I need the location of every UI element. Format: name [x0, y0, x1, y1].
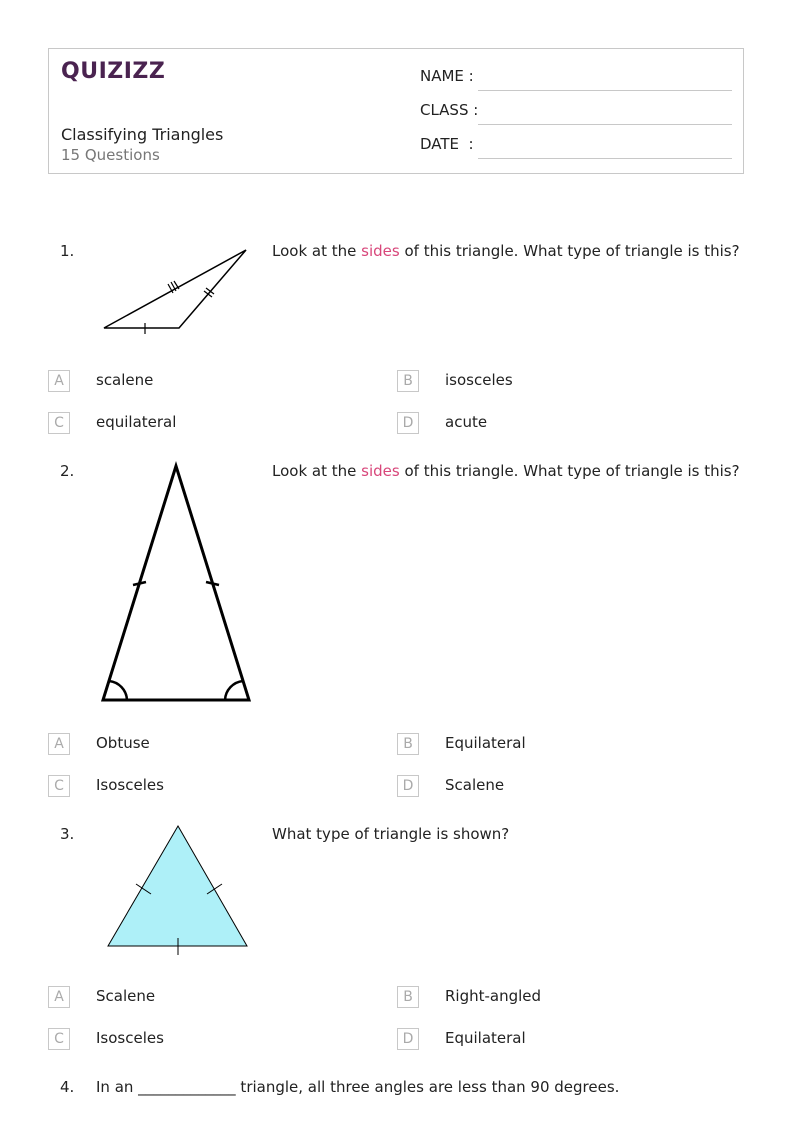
date-field[interactable] [420, 135, 732, 159]
question-3-text: What type of triangle is shown? [272, 825, 510, 843]
q3-option-c-text: Isosceles [96, 1029, 164, 1047]
name-field[interactable] [420, 67, 732, 91]
q2-option-a-box[interactable]: A [48, 733, 70, 755]
question-count: 15 Questions [61, 146, 160, 164]
q2-option-b-box[interactable]: B [397, 733, 419, 755]
date-line [478, 158, 732, 159]
question-1-text: Look at the sides of this triangle. What type of triangle is this? [272, 242, 740, 260]
name-line [478, 90, 732, 91]
question-2-figure [96, 458, 258, 708]
name-label: NAME : [420, 67, 474, 85]
isosceles-triangle-shape [103, 466, 249, 700]
q2-option-c-box[interactable]: C [48, 775, 70, 797]
q3-option-a-text: Scalene [96, 987, 156, 1005]
question-3-figure [104, 822, 252, 958]
equilateral-triangle-shape [108, 826, 247, 946]
question-2-text: Look at the sides of this triangle. What type of triangle is this? [272, 462, 740, 480]
q3-option-d-box[interactable]: D [397, 1028, 419, 1050]
question-2-number: 2. [60, 462, 75, 480]
q2-option-d-text: Scalene [445, 776, 505, 794]
class-label: CLASS : [420, 101, 479, 119]
q1-option-a-text: scalene [96, 371, 154, 389]
q2-option-d-box[interactable]: D [397, 775, 419, 797]
worksheet-title: Classifying Triangles [61, 125, 224, 144]
question-3-number: 3. [60, 825, 75, 843]
q1-option-d-box[interactable]: D [397, 412, 419, 434]
q3-option-a-box[interactable]: A [48, 986, 70, 1008]
highlight-sides: sides [361, 462, 400, 480]
question-4-number: 4. [60, 1078, 75, 1096]
question-1-figure [100, 244, 252, 336]
q2-option-b-text: Equilateral [445, 734, 526, 752]
date-label: DATE : [420, 135, 474, 153]
quizizz-logo: QUIZIZZ [61, 59, 166, 84]
q2-option-c-text: Isosceles [96, 776, 164, 794]
class-field[interactable] [420, 101, 732, 125]
worksheet-header [48, 48, 744, 174]
q3-option-b-box[interactable]: B [397, 986, 419, 1008]
q3-option-d-text: Equilateral [445, 1029, 526, 1047]
highlight-sides: sides [361, 242, 400, 260]
q2-option-a-text: Obtuse [96, 734, 150, 752]
question-4-text: In an _____________ triangle, all three angles are less than 90 degrees. [96, 1078, 620, 1096]
q1-option-c-box[interactable]: C [48, 412, 70, 434]
q3-option-b-text: Right-angled [445, 987, 542, 1005]
q1-option-c-text: equilateral [96, 413, 177, 431]
question-1-number: 1. [60, 242, 75, 260]
q1-option-b-box[interactable]: B [397, 370, 419, 392]
class-line [478, 124, 732, 125]
q1-option-d-text: acute [445, 413, 488, 431]
q3-option-c-box[interactable]: C [48, 1028, 70, 1050]
q1-option-a-box[interactable]: A [48, 370, 70, 392]
q1-option-b-text: isosceles [445, 371, 513, 389]
